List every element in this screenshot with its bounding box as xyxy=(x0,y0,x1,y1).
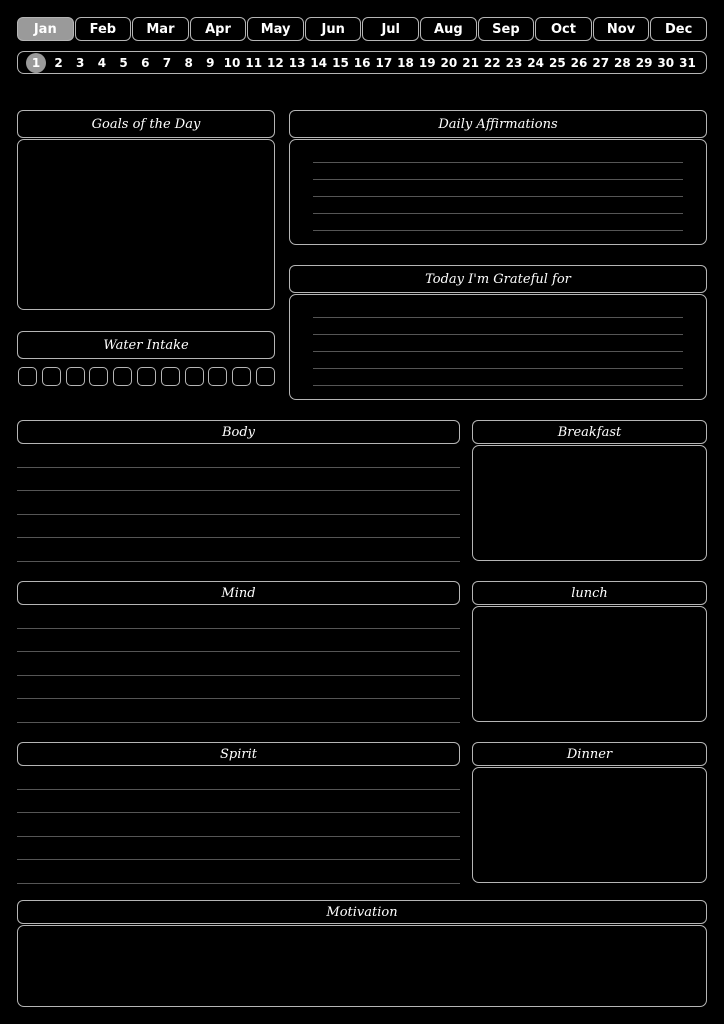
breakfast-box[interactable] xyxy=(472,445,707,561)
day-12[interactable]: 12 xyxy=(267,55,284,70)
goals-header: Goals of the Day xyxy=(17,110,275,138)
day-6[interactable]: 6 xyxy=(141,55,150,70)
water-cups xyxy=(18,367,275,389)
day-4[interactable]: 4 xyxy=(97,55,107,70)
water-cup[interactable] xyxy=(232,367,251,386)
day-23[interactable]: 23 xyxy=(505,55,523,70)
month-tab-apr[interactable]: Apr xyxy=(190,17,247,41)
month-tab-dec[interactable]: Dec xyxy=(650,17,707,41)
water-cup[interactable] xyxy=(137,367,156,386)
dinner-box[interactable] xyxy=(472,767,707,883)
day-27[interactable]: 27 xyxy=(592,55,610,70)
day-1[interactable]: 1 xyxy=(26,53,46,73)
month-tab-sep[interactable]: Sep xyxy=(478,17,535,41)
water-cup[interactable] xyxy=(42,367,61,386)
day-29[interactable]: 29 xyxy=(635,55,653,70)
water-cup[interactable] xyxy=(18,367,37,386)
month-tab-oct[interactable]: Oct xyxy=(535,17,592,41)
grateful-header: Today I'm Grateful for xyxy=(289,265,707,293)
water-cup[interactable] xyxy=(89,367,108,386)
water-cup[interactable] xyxy=(185,367,204,386)
motivation-header: Motivation xyxy=(17,900,707,924)
day-14[interactable]: 14 xyxy=(310,55,328,70)
month-tabs xyxy=(17,17,707,41)
month-tab-jul[interactable]: Jul xyxy=(362,17,419,41)
day-30[interactable]: 30 xyxy=(657,55,675,70)
month-tab-may[interactable]: May xyxy=(247,17,304,41)
day-strip xyxy=(17,51,707,74)
lunch-box[interactable] xyxy=(472,606,707,722)
day-17[interactable]: 17 xyxy=(375,55,393,70)
dinner-header: Dinner xyxy=(472,742,707,766)
month-tab-jan[interactable]: Jan xyxy=(17,17,74,41)
day-2[interactable]: 2 xyxy=(54,55,63,70)
goals-box[interactable] xyxy=(17,139,275,310)
day-10[interactable]: 10 xyxy=(223,55,241,70)
water-cup[interactable] xyxy=(113,367,132,386)
lunch-header: lunch xyxy=(472,581,707,605)
body-header: Body xyxy=(17,420,460,444)
day-7[interactable]: 7 xyxy=(162,55,172,70)
breakfast-header: Breakfast xyxy=(472,420,707,444)
day-19[interactable]: 19 xyxy=(418,55,436,70)
motivation-box[interactable] xyxy=(17,925,707,1007)
day-26[interactable]: 26 xyxy=(570,55,588,70)
day-24[interactable]: 24 xyxy=(527,55,544,70)
spirit-header: Spirit xyxy=(17,742,460,766)
month-tab-jun[interactable]: Jun xyxy=(305,17,362,41)
day-21[interactable]: 21 xyxy=(462,55,479,70)
day-9[interactable]: 9 xyxy=(206,55,215,70)
day-20[interactable]: 20 xyxy=(440,55,458,70)
day-18[interactable]: 18 xyxy=(397,55,414,70)
water-header: Water Intake xyxy=(17,331,275,359)
month-tab-feb[interactable]: Feb xyxy=(75,17,132,41)
month-tab-nov[interactable]: Nov xyxy=(593,17,650,41)
day-8[interactable]: 8 xyxy=(184,55,193,70)
month-tab-aug[interactable]: Aug xyxy=(420,17,477,41)
mind-header: Mind xyxy=(17,581,460,605)
affirmations-header: Daily Affirmations xyxy=(289,110,707,138)
day-11[interactable]: 11 xyxy=(245,55,263,70)
day-31[interactable]: 31 xyxy=(679,55,696,70)
water-cup[interactable] xyxy=(66,367,85,386)
day-5[interactable]: 5 xyxy=(119,55,128,70)
water-cup[interactable] xyxy=(256,367,275,386)
day-25[interactable]: 25 xyxy=(548,55,566,70)
day-13[interactable]: 13 xyxy=(288,55,306,70)
day-22[interactable]: 22 xyxy=(483,55,501,70)
day-3[interactable]: 3 xyxy=(76,55,85,70)
water-cup[interactable] xyxy=(161,367,180,386)
water-cup[interactable] xyxy=(208,367,227,386)
day-28[interactable]: 28 xyxy=(614,55,631,70)
day-15[interactable]: 15 xyxy=(332,55,349,70)
day-16[interactable]: 16 xyxy=(353,55,371,70)
month-tab-mar[interactable]: Mar xyxy=(132,17,189,41)
